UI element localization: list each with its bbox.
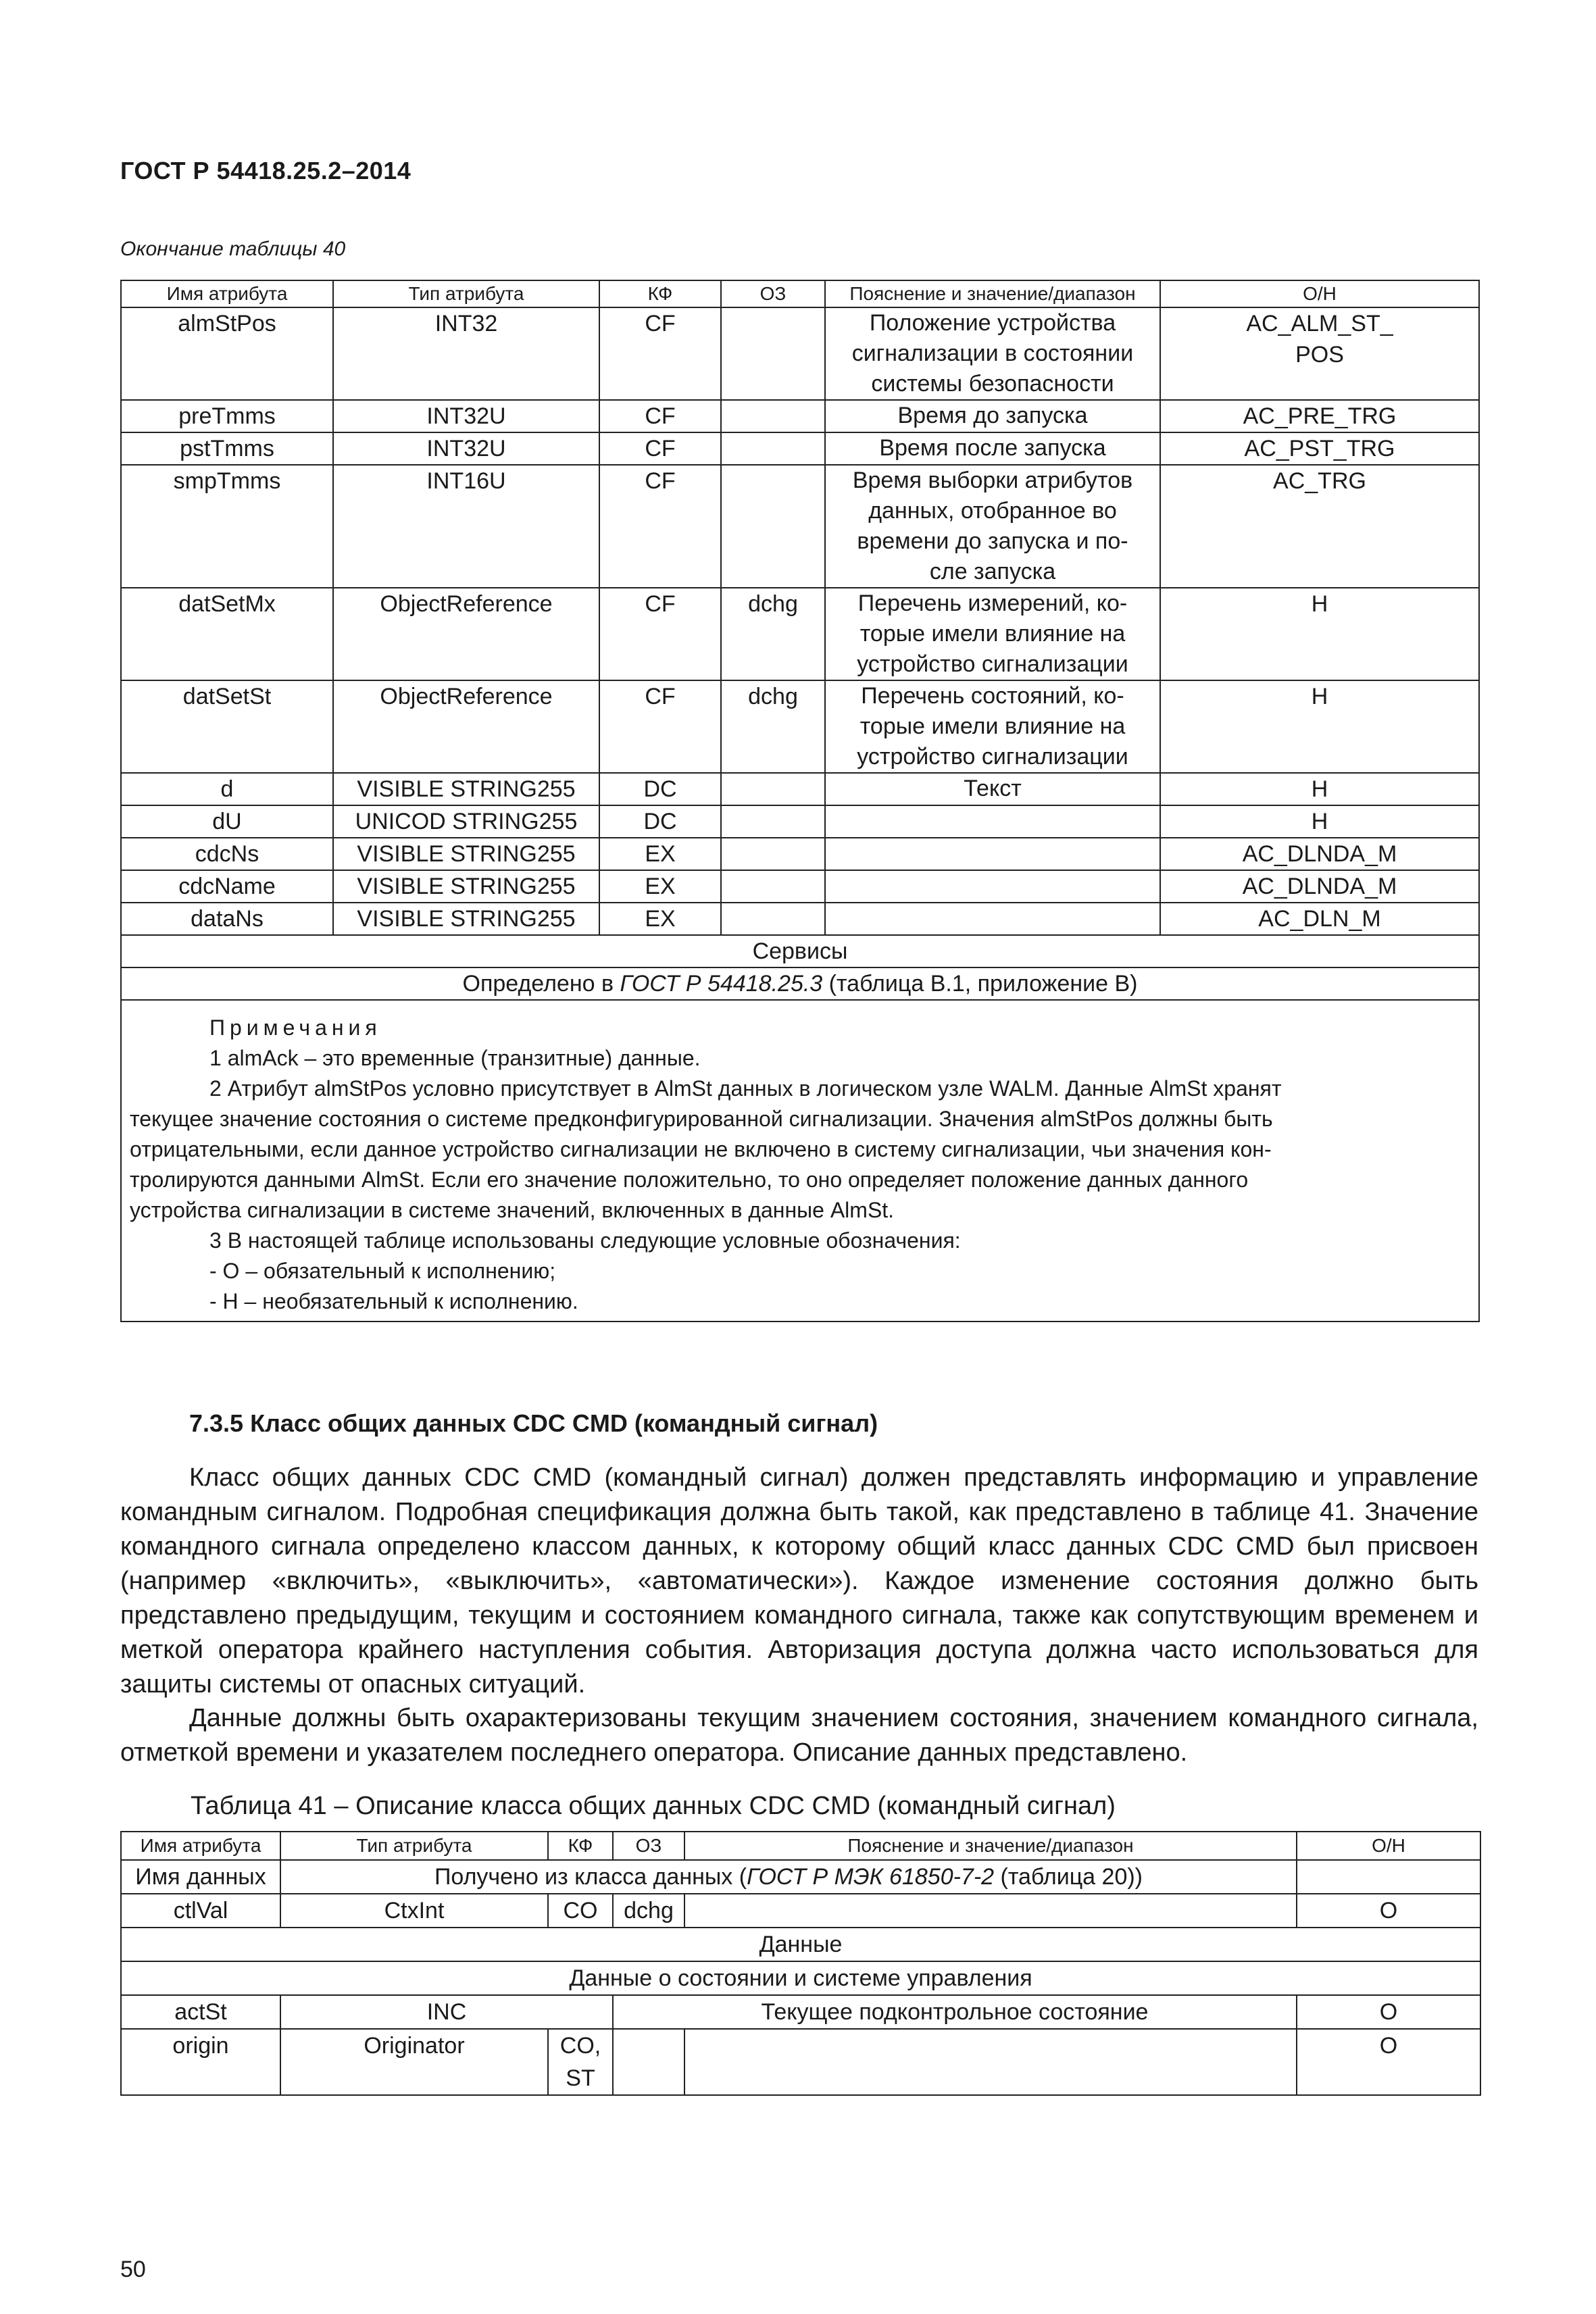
attr-mo: AC_DLNDA_M xyxy=(1160,870,1479,903)
inherited-from: Получено из класса данных (ГОСТ Р МЭК 61850-7-2 (таблица 20)) xyxy=(280,1860,1297,1894)
attr-type: VISIBLE STRING255 xyxy=(333,773,599,805)
attr-name: almStPos xyxy=(121,307,333,400)
attr-fc: CF xyxy=(599,307,721,400)
note-3: 3 В настоящей таблице использованы следующие условные обозначения: xyxy=(209,1228,961,1253)
attr-type: ObjectReference xyxy=(333,588,599,680)
note-2: 2 Атрибут almStPos условно присутствует в AlmSt данных в логическом узле WALM. Данные AlmSt хранят xyxy=(209,1076,1282,1101)
attr-explanation: Положение устройства сигнализации в состоянии системы безопасности xyxy=(825,307,1160,400)
attr-explanation: Перечень состояний, ко- торые имели влияние на устройство сигнализации xyxy=(825,680,1160,773)
attr-explanation xyxy=(684,2029,1297,2095)
attr-mo: О xyxy=(1297,2029,1480,2095)
attr-fc: DC xyxy=(599,773,721,805)
table-row xyxy=(121,1961,1480,1995)
table-row xyxy=(121,588,1479,680)
notes-block xyxy=(121,1000,1479,1322)
note-2-line: текущее значение состояния о системе предконфигурированной сигнализации. Значения almStPos должны быть xyxy=(130,1107,1273,1131)
attr-fc: CF xyxy=(599,588,721,680)
data-name-label: Имя данных xyxy=(121,1860,280,1894)
column-header: ОЗ xyxy=(721,280,825,307)
table-row xyxy=(121,432,1479,465)
standard-reference: ГОСТ Р МЭК 61850-7-2 xyxy=(747,1864,995,1890)
attr-trg xyxy=(721,465,825,588)
table-41 xyxy=(120,1831,1481,2096)
table-row xyxy=(121,1894,1480,1928)
attr-fc: EX xyxy=(599,903,721,935)
table-row xyxy=(121,2029,1480,2095)
column-header: ОЗ xyxy=(613,1832,684,1860)
column-header: Тип атрибута xyxy=(333,280,599,307)
attr-mo: Н xyxy=(1160,680,1479,773)
attr-mo: Н xyxy=(1160,588,1479,680)
attr-trg: dchg xyxy=(721,588,825,680)
table-40-body xyxy=(121,307,1479,935)
table-row xyxy=(121,903,1479,935)
attr-name: cdcName xyxy=(121,870,333,903)
attr-fc: EX xyxy=(599,870,721,903)
table-row xyxy=(121,805,1479,838)
attr-mo: AC_TRG xyxy=(1160,465,1479,588)
table-row xyxy=(121,838,1479,870)
attr-explanation: Перечень измерений, ко- торые имели влияние на устройство сигнализации xyxy=(825,588,1160,680)
note-3-item: - Н – необязательный к исполнению. xyxy=(209,1289,578,1313)
section-title: 7.3.5 Класс общих данных CDC CMD (командный сигнал) xyxy=(189,1409,878,1437)
attr-type: VISIBLE STRING255 xyxy=(333,838,599,870)
table-41-header-row xyxy=(121,1832,1480,1860)
attr-type: INT32U xyxy=(333,400,599,432)
document-header: ГОСТ Р 54418.25.2–2014 xyxy=(120,157,412,184)
attr-type: VISIBLE STRING255 xyxy=(333,870,599,903)
attr-fc: CF xyxy=(599,400,721,432)
standard-reference: ГОСТ Р 54418.25.3 xyxy=(620,971,823,997)
attr-name: smpTmms xyxy=(121,465,333,588)
attr-trg xyxy=(721,307,825,400)
table-40-caption: Окончание таблицы 40 xyxy=(120,238,346,260)
attr-mo: Н xyxy=(1160,773,1479,805)
column-header: Тип атрибута xyxy=(280,1832,548,1860)
attr-name: preTmms xyxy=(121,400,333,432)
table-40-header-row xyxy=(121,280,1479,307)
column-header: Пояснение и значение/диапазон xyxy=(825,280,1160,307)
table-row xyxy=(121,400,1479,432)
attr-mo: AC_ALM_ST_ POS xyxy=(1160,307,1479,400)
attr-trg xyxy=(721,870,825,903)
attr-mo: О xyxy=(1297,1995,1480,2029)
attr-name: ctlVal xyxy=(121,1894,280,1928)
attr-type: UNICOD STRING255 xyxy=(333,805,599,838)
attr-type: INT16U xyxy=(333,465,599,588)
table-row xyxy=(121,1860,1480,1894)
attr-explanation: Время выборки атрибутов данных, отобранное во времени до запуска и по- сле запуска xyxy=(825,465,1160,588)
note-2-line: тролируются данными AlmSt. Если его значение положительно, то оно определяет положение данных данного xyxy=(130,1167,1249,1192)
attr-explanation xyxy=(684,1894,1297,1928)
attr-fc: DC xyxy=(599,805,721,838)
attr-name: origin xyxy=(121,2029,280,2095)
table-row xyxy=(121,307,1479,400)
attr-name: cdcNs xyxy=(121,838,333,870)
attr-mo: AC_PST_TRG xyxy=(1160,432,1479,465)
attr-fc: CO, ST xyxy=(548,2029,613,2095)
attr-explanation xyxy=(825,838,1160,870)
section-label: Данные xyxy=(121,1928,1480,1961)
attr-fc: CF xyxy=(599,432,721,465)
attr-mo: Н xyxy=(1160,805,1479,838)
attr-trg xyxy=(721,903,825,935)
table-41-caption: Таблица 41 – Описание класса общих данных CDC CMD (командный сигнал) xyxy=(191,1792,1116,1820)
column-header: Имя атрибута xyxy=(121,280,333,307)
table-row xyxy=(121,680,1479,773)
services-label: Сервисы xyxy=(121,935,1479,967)
note-3-item: - О – обязательный к исполнению; xyxy=(209,1259,556,1283)
attr-name: dU xyxy=(121,805,333,838)
column-header: О/Н xyxy=(1160,280,1479,307)
attr-explanation: Текущее подконтрольное состояние xyxy=(613,1995,1297,2029)
attr-mo: AC_DLNDA_M xyxy=(1160,838,1479,870)
attr-explanation xyxy=(825,903,1160,935)
attr-type: VISIBLE STRING255 xyxy=(333,903,599,935)
notes-row xyxy=(121,1000,1479,1322)
table-row xyxy=(121,967,1479,1000)
attr-trg: dchg xyxy=(721,680,825,773)
table-row xyxy=(121,1928,1480,1961)
attr-trg xyxy=(721,400,825,432)
attr-explanation xyxy=(825,870,1160,903)
attr-mo: О xyxy=(1297,1894,1480,1928)
attr-name: dataNs xyxy=(121,903,333,935)
column-header: Пояснение и значение/диапазон xyxy=(684,1832,1297,1860)
table-row xyxy=(121,870,1479,903)
attr-explanation: Время до запуска xyxy=(825,400,1160,432)
attr-explanation: Время после запуска xyxy=(825,432,1160,465)
paragraph-2: Данные должны быть охарактеризованы текущим значением состояния, значением командного сигнала, отметкой времени и указателем последнего оператора. Описание данных представлено. xyxy=(120,1704,1478,1767)
attr-type: INC xyxy=(280,1995,613,2029)
notes-title: Примечания xyxy=(209,1015,382,1040)
attr-fc: CF xyxy=(599,465,721,588)
attr-trg xyxy=(721,838,825,870)
table-row xyxy=(121,1995,1480,2029)
table-row xyxy=(121,773,1479,805)
paragraph-1: Класс общих данных CDC CMD (командный сигнал) должен представлять информацию и управление командным сигналом. Подробная спецификация должна быть такой, как представлено в таблице 41. Значение командного сигнала определено классом данных, к которому общий класс данных CDC CMD был присвоен (например «включить», «выключить», «автоматически»). Каждое изменение состояния должно быть представлено предыдущим, текущим и состоянием командного сигнала, также как сопутствующим временем и меткой оператора крайнего наступления события. Авторизация доступа должна часто использоваться для защиты системы от опасных ситуаций. xyxy=(120,1463,1478,1699)
attr-fc: CO xyxy=(548,1894,613,1928)
table-row xyxy=(121,935,1479,967)
attr-fc: CF xyxy=(599,680,721,773)
attr-mo: AC_DLN_M xyxy=(1160,903,1479,935)
attr-name: actSt xyxy=(121,1995,280,2029)
attr-fc: EX xyxy=(599,838,721,870)
column-header: КФ xyxy=(548,1832,613,1860)
page-number: 50 xyxy=(120,2257,146,2282)
attr-type: ObjectReference xyxy=(333,680,599,773)
attr-trg xyxy=(721,432,825,465)
attr-name: pstTmms xyxy=(121,432,333,465)
attr-trg xyxy=(613,2029,684,2095)
attr-name: d xyxy=(121,773,333,805)
section-label: Данные о состоянии и системе управления xyxy=(121,1961,1480,1995)
attr-name: datSetMx xyxy=(121,588,333,680)
note-2-line: устройства сигнализации в системе значений, включенных в данные AlmSt. xyxy=(130,1198,895,1222)
attr-type: INT32 xyxy=(333,307,599,400)
attr-trg: dchg xyxy=(613,1894,684,1928)
column-header: Имя атрибута xyxy=(121,1832,280,1860)
attr-trg xyxy=(721,773,825,805)
attr-explanation: Текст xyxy=(825,773,1160,805)
attr-type: CtxInt xyxy=(280,1894,548,1928)
table-40 xyxy=(120,280,1480,1322)
column-header: О/Н xyxy=(1297,1832,1480,1860)
note-1: 1 almAck – это временные (транзитные) данные. xyxy=(209,1046,701,1070)
empty-cell xyxy=(1297,1860,1480,1894)
attr-type: Originator xyxy=(280,2029,548,2095)
attr-type: INT32U xyxy=(333,432,599,465)
column-header: КФ xyxy=(599,280,721,307)
attr-mo: AC_PRE_TRG xyxy=(1160,400,1479,432)
table-row xyxy=(121,465,1479,588)
note-2-line: отрицательными, если данное устройство сигнализации не включено в систему сигнализации, чьи значения кон- xyxy=(130,1137,1272,1161)
attr-explanation xyxy=(825,805,1160,838)
attr-trg xyxy=(721,805,825,838)
attr-name: datSetSt xyxy=(121,680,333,773)
services-definition: Определено в ГОСТ Р 54418.25.3 (таблица В.1, приложение В) xyxy=(121,967,1479,1000)
